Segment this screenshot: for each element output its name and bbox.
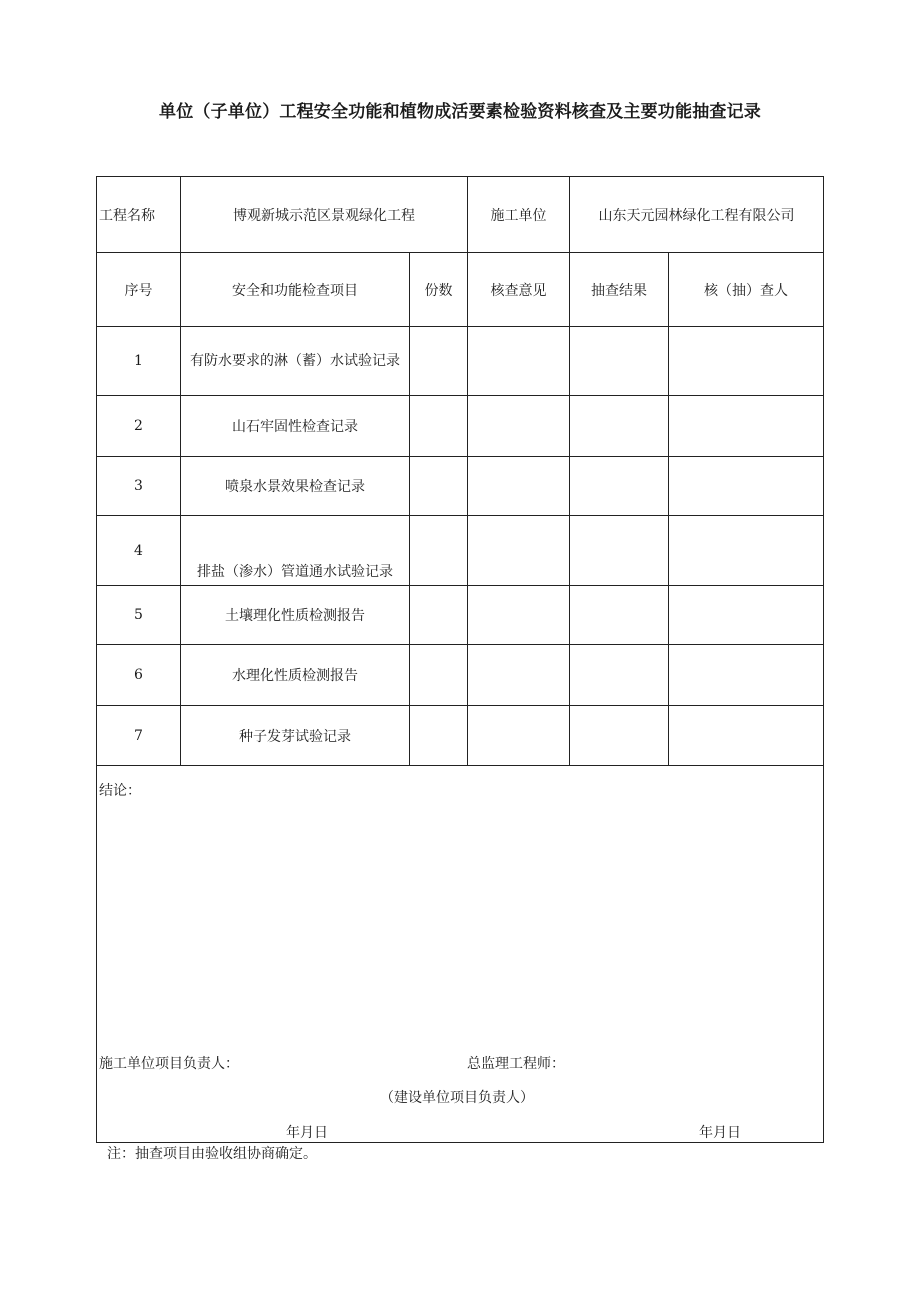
row-copies: [410, 706, 468, 766]
row-number: 1: [97, 327, 181, 396]
row-copies: [410, 396, 468, 457]
inspection-record-table: [96, 176, 824, 1143]
table-row: [97, 327, 824, 396]
column-header-row: [97, 253, 824, 327]
row-copies: [410, 645, 468, 706]
project-name-label: 工程名称: [97, 177, 181, 253]
construction-manager-label: 施工单位项目负责人：: [99, 1056, 239, 1072]
row-spot-check-result: [570, 706, 669, 766]
row-inspector: [669, 327, 824, 396]
project-info-row: [97, 177, 824, 253]
construction-unit-label: 施工单位: [468, 177, 570, 253]
row-review-opinion: [468, 457, 570, 516]
row-inspector: [669, 645, 824, 706]
column-header-no: 序号: [97, 253, 181, 327]
row-item: 山石牢固性检查记录: [181, 396, 410, 457]
row-review-opinion: [468, 645, 570, 706]
date-left: 年月日: [286, 1125, 328, 1141]
row-item: 种子发芽试验记录: [181, 706, 410, 766]
table-row: [97, 396, 824, 457]
column-header-inspector: 核（抽）查人: [669, 253, 824, 327]
table-row: [97, 586, 824, 645]
page-title: 单位（子单位）工程安全功能和植物成活要素检验资料核查及主要功能抽查记录: [159, 102, 761, 122]
row-number: 7: [97, 706, 181, 766]
row-inspector: [669, 457, 824, 516]
row-number: 5: [97, 586, 181, 645]
table-row: [97, 516, 824, 586]
row-copies: [410, 586, 468, 645]
row-spot-check-result: [570, 516, 669, 586]
row-inspector: [669, 586, 824, 645]
row-review-opinion: [468, 516, 570, 586]
conclusion-cell: [97, 766, 824, 1143]
row-inspector: [669, 396, 824, 457]
row-review-opinion: [468, 396, 570, 457]
project-name-value: 博观新城示范区景观绿化工程: [181, 177, 468, 253]
row-inspector: [669, 516, 824, 586]
row-item: 喷泉水景效果检查记录: [181, 457, 410, 516]
row-item: 水理化性质检测报告: [181, 645, 410, 706]
row-review-opinion: [468, 327, 570, 396]
row-number: 2: [97, 396, 181, 457]
conclusion-row: [97, 766, 824, 1143]
row-review-opinion: [468, 706, 570, 766]
owner-manager-label: （建设单位项目负责人）: [380, 1090, 534, 1106]
row-spot-check-result: [570, 457, 669, 516]
row-item-cell: [181, 516, 410, 586]
row-copies: [410, 327, 468, 396]
chief-supervisor-label: 总监理工程师：: [467, 1056, 565, 1072]
conclusion-label: 结论：: [99, 783, 141, 799]
construction-unit-value: 山东天元园林绿化工程有限公司: [570, 177, 824, 253]
column-header-item: 安全和功能检查项目: [181, 253, 410, 327]
row-number: 3: [97, 457, 181, 516]
column-header-spot-check-result: 抽查结果: [570, 253, 669, 327]
column-header-review-opinion: 核查意见: [468, 253, 570, 327]
row-inspector: [669, 706, 824, 766]
footnote: 注：抽查项目由验收组协商确定。: [107, 1146, 317, 1162]
row-item: 排盐（渗水）管道通水试验记录: [197, 564, 393, 580]
table-row: [97, 457, 824, 516]
table-row: [97, 706, 824, 766]
row-spot-check-result: [570, 396, 669, 457]
row-number: 4: [97, 516, 181, 586]
row-spot-check-result: [570, 586, 669, 645]
row-spot-check-result: [570, 327, 669, 396]
column-header-copies: 份数: [410, 253, 468, 327]
row-copies: [410, 457, 468, 516]
row-review-opinion: [468, 586, 570, 645]
row-copies: [410, 516, 468, 586]
date-right: 年月日: [699, 1125, 741, 1141]
row-item: 有防水要求的淋（蓄）水试验记录: [181, 327, 410, 396]
row-number: 6: [97, 645, 181, 706]
table-row: [97, 645, 824, 706]
row-item: 土壤理化性质检测报告: [181, 586, 410, 645]
row-spot-check-result: [570, 645, 669, 706]
